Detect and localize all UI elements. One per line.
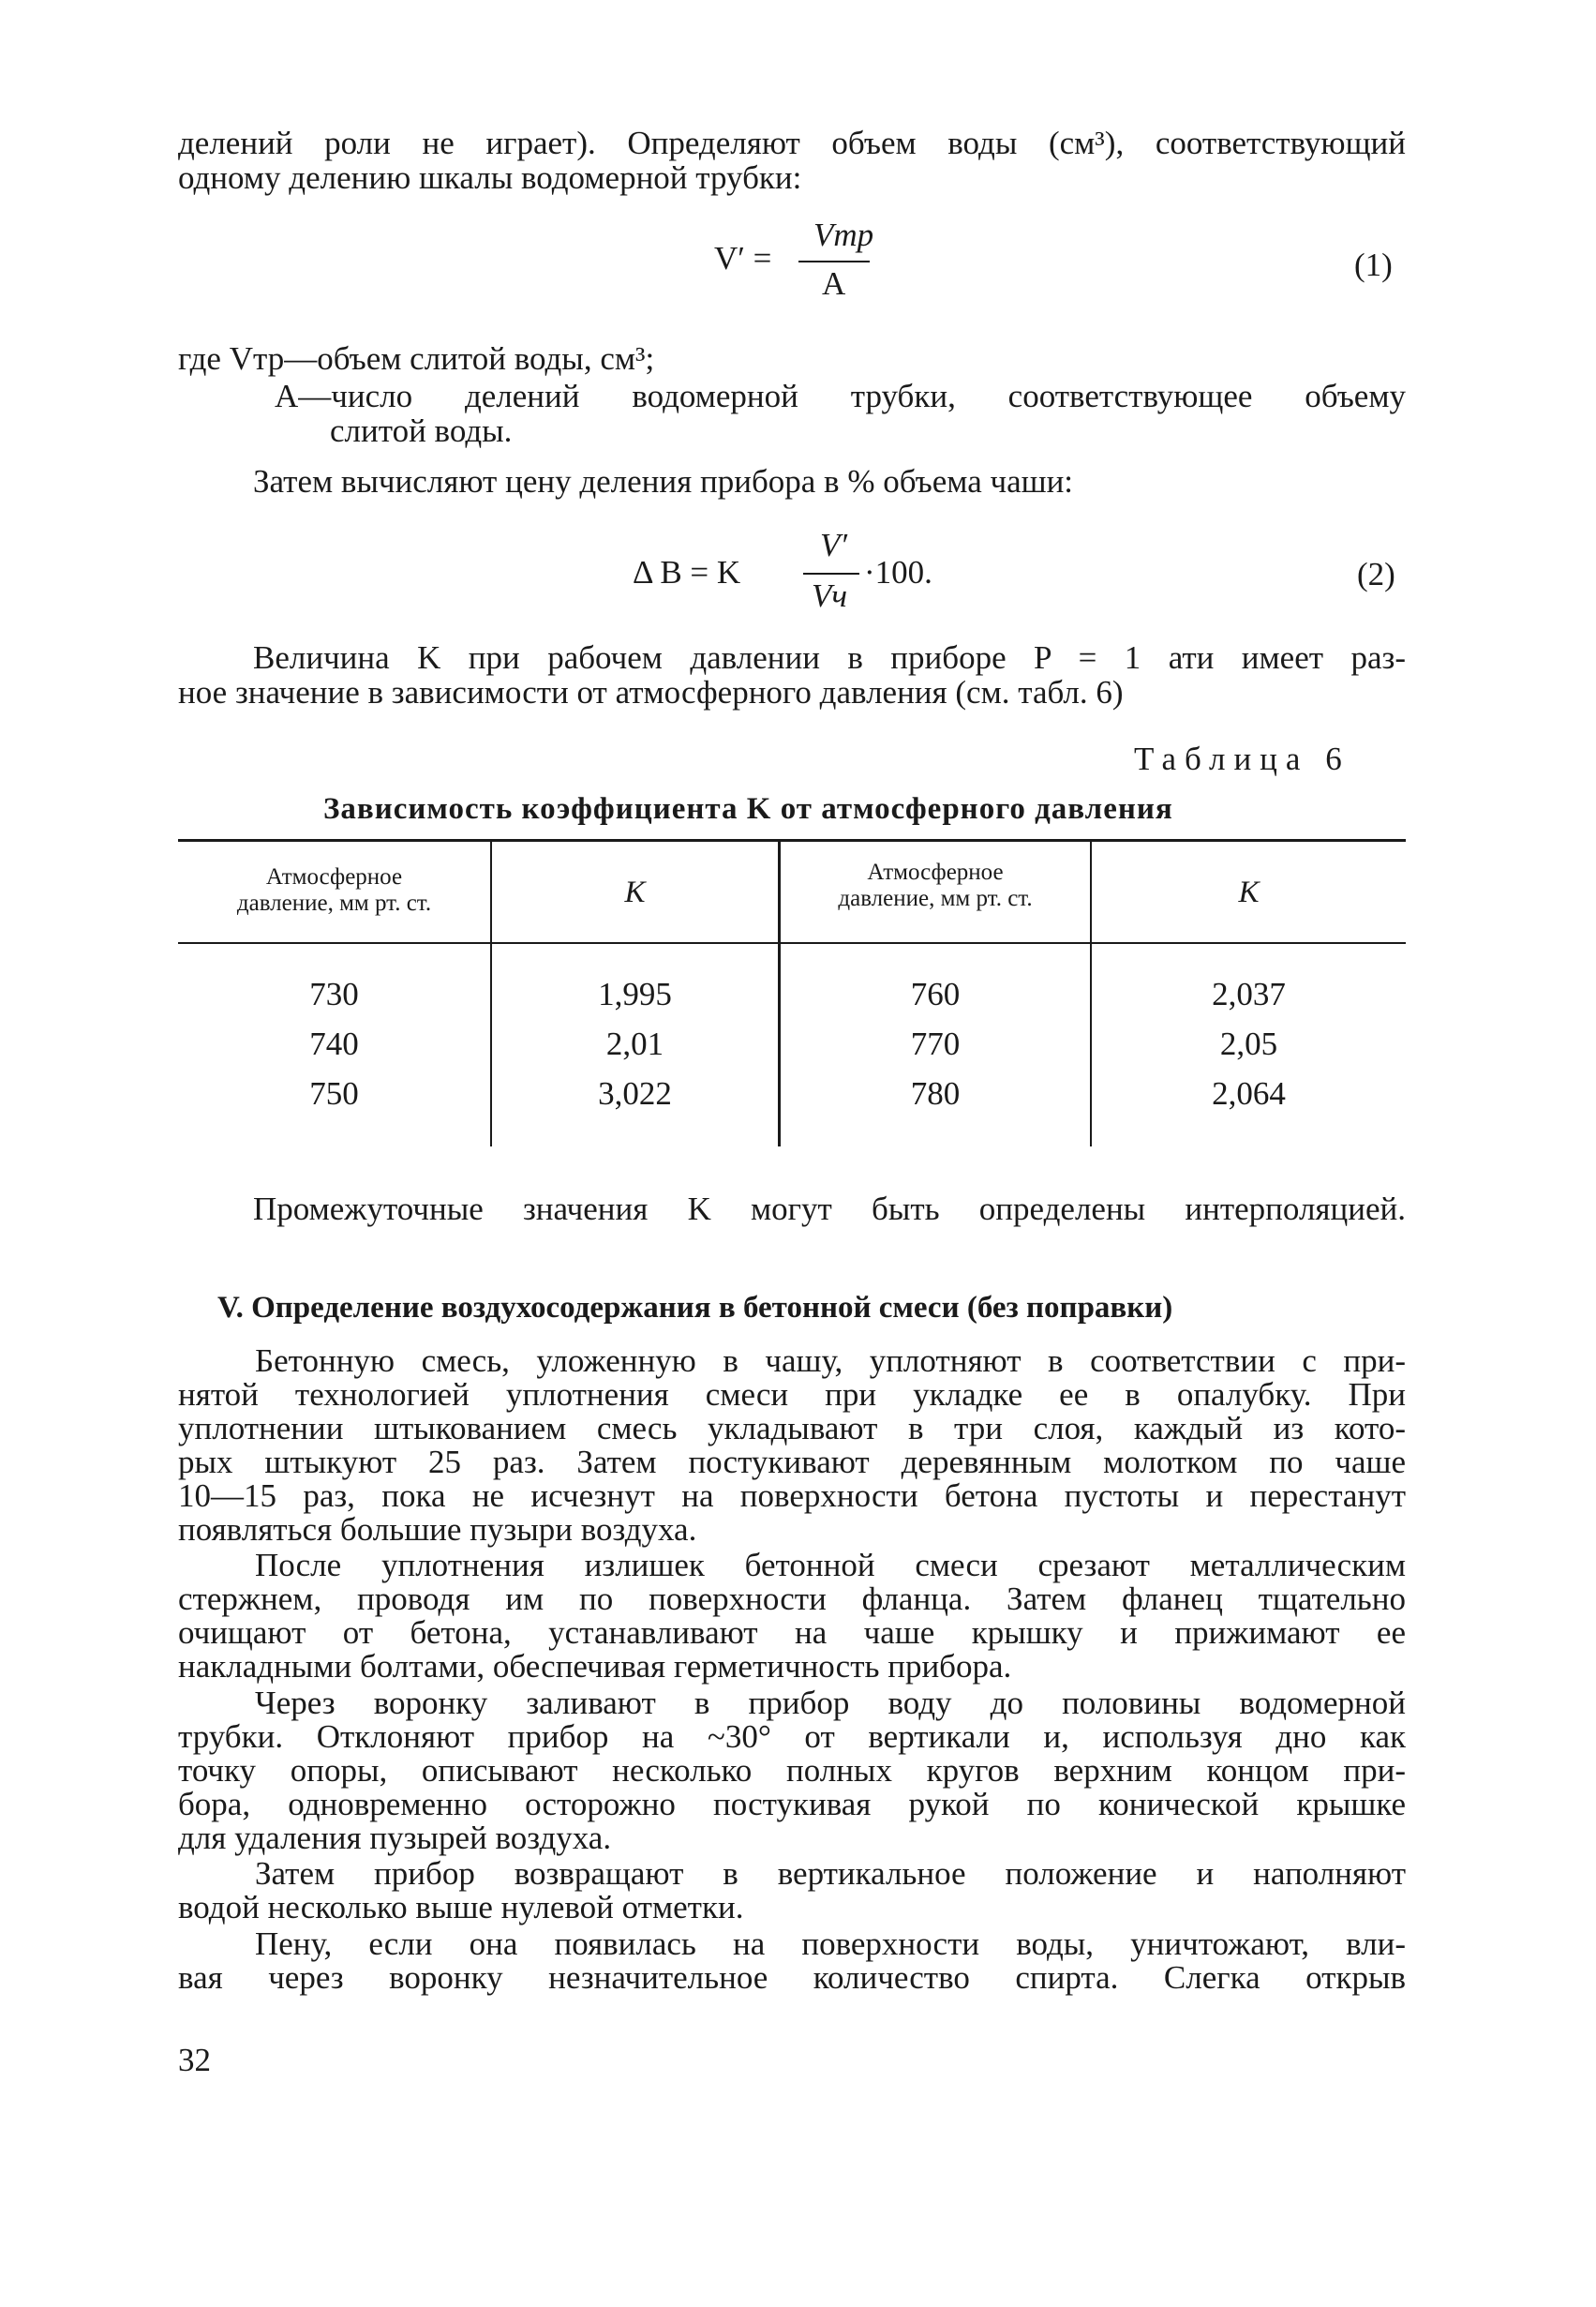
formula-2-number: (2) [1357,556,1395,592]
paragraph-3-line: точку опоры, описывают несколько полных кругов верхним концом при- [178,1752,1406,1789]
table-header-k-1: K [624,876,646,909]
formula-1-numerator: Vтр [813,217,874,253]
table-top-rule [178,839,1406,842]
formula-1-lhs: V′ = [714,240,772,277]
table-cell: 750 [309,1075,359,1112]
table-cell: 1,995 [598,976,672,1012]
table-header-pressure-2 [781,860,1090,912]
paragraph-2-line: очищают от бетона, устанавливают на чаше крышку и прижимают ее [178,1614,1406,1651]
formula-1-denominator: A [822,265,846,302]
table-header-k-2: K [1238,876,1260,909]
paragraph-price: Затем вычисляют цену деления прибора в % объема чаши: [253,463,1074,500]
section-title: V. Определение воздухосодержания в бетонной смеси (без поправки) [217,1291,1173,1325]
paragraph-1-line: рых штыкуют 25 раз. Затем постукивают деревянным молотком по чаше [178,1444,1406,1480]
formula-2-rhs: ·100. [864,554,932,591]
paragraph-1-line: нятой технологией уплотнения смеси при укладке ее в опалубку. При [178,1376,1406,1413]
definition-line-3: слитой воды. [330,412,513,449]
page-number: 32 [178,2042,211,2078]
formula-2-lhs: Δ B = K [633,554,741,591]
paragraph-k-line-1: Величина K при рабочем давлении в приборе P = 1 ати имеет раз- [253,639,1406,676]
table-cell: 730 [309,976,359,1012]
paragraph-5-line: Пену, если она появилась на поверхности воды, уничтожают, вли- [255,1925,1406,1962]
paragraph-1-line: 10—15 раз, пока не исчезнут на поверхности бетона пустоты и перестанут [178,1477,1406,1514]
paragraph-2-line: После уплотнения излишек бетонной смеси срезают металлическим [255,1547,1406,1583]
paragraph-4-line: водой несколько выше нулевой отметки. [178,1889,744,1925]
table-cell: 3,022 [598,1075,672,1112]
paragraph-4-line: Затем прибор возвращают в вертикальное положение и наполняют [255,1855,1406,1892]
formula-1-fraction-bar [798,261,870,262]
intro-line-1: делений роли не играет). Определяют объем воды (см³), соответствующий [178,125,1406,161]
paragraph-3-line: бора, одновременно осторожно постукивая рукой по конической крышке [178,1786,1406,1822]
table-cell: 2,01 [605,1026,664,1062]
formula-1-number: (1) [1354,247,1393,283]
paragraph-5-line: вая через воронку незначительное количество спирта. Слегка открыв [178,1959,1406,1996]
table-header-pressure-1 [178,864,490,917]
interpolation-note: Промежуточные значения K могут быть определены интерполяцией. [253,1191,1406,1227]
formula-2-denominator: Vч [812,577,848,614]
intro-line-2: одному делению шкалы водомерной трубки: [178,159,802,196]
table-caption: Зависимость коэффициента K от атмосферного давления [323,792,1173,826]
paragraph-3-line: Через воронку заливают в прибор воду до половины водомерной [255,1685,1406,1721]
table-label: Таблица 6 [1134,741,1350,777]
table-cell: 2,05 [1219,1026,1278,1062]
table-cell: 740 [309,1026,359,1062]
definition-line-2: A—число делений водомерной трубки, соответствующее объему [275,378,1406,414]
table-header-pressure-1-line-2: давление, мм рт. ст. [236,891,432,916]
formula-2-fraction-bar [803,573,859,575]
paragraph-1-line: появляться большие пузыри воздуха. [178,1511,697,1548]
table-cell: 2,064 [1212,1075,1286,1112]
table-header-pressure-2-line-1: Атмосферное [867,860,1004,885]
paragraph-1-line: уплотнении штыкованием смесь укладывают в три слоя, каждый из кото- [178,1410,1406,1446]
table-cell: 2,037 [1212,976,1286,1012]
table-cell: 760 [910,976,961,1012]
paragraph-2-line: стержнем, проводя им по поверхности фланца. Затем фланец тщательно [178,1580,1406,1617]
paragraph-2-line: накладными болтами, обеспечивая герметичность прибора. [178,1648,1012,1685]
paragraph-3-line: для удаления пузырей воздуха. [178,1820,612,1856]
table-header-pressure-2-line-2: давление, мм рт. ст. [838,886,1033,911]
table-cell: 780 [910,1075,961,1112]
formula-2-numerator: V′ [820,527,848,563]
table-cell: 770 [910,1026,961,1062]
definition-line-1: где Vтр—объем слитой воды, см³; [178,340,655,377]
table-header-rule [178,942,1406,944]
table-header-pressure-1-line-1: Атмосферное [265,864,403,890]
paragraph-1-line: Бетонную смесь, уложенную в чашу, уплотняют в соответствии с при- [255,1342,1406,1379]
paragraph-k-line-2: ное значение в зависимости от атмосферного давления (см. табл. 6) [178,674,1124,711]
paragraph-3-line: трубки. Отклоняют прибор на ~30° от вертикали и, используя дно как [178,1718,1406,1755]
